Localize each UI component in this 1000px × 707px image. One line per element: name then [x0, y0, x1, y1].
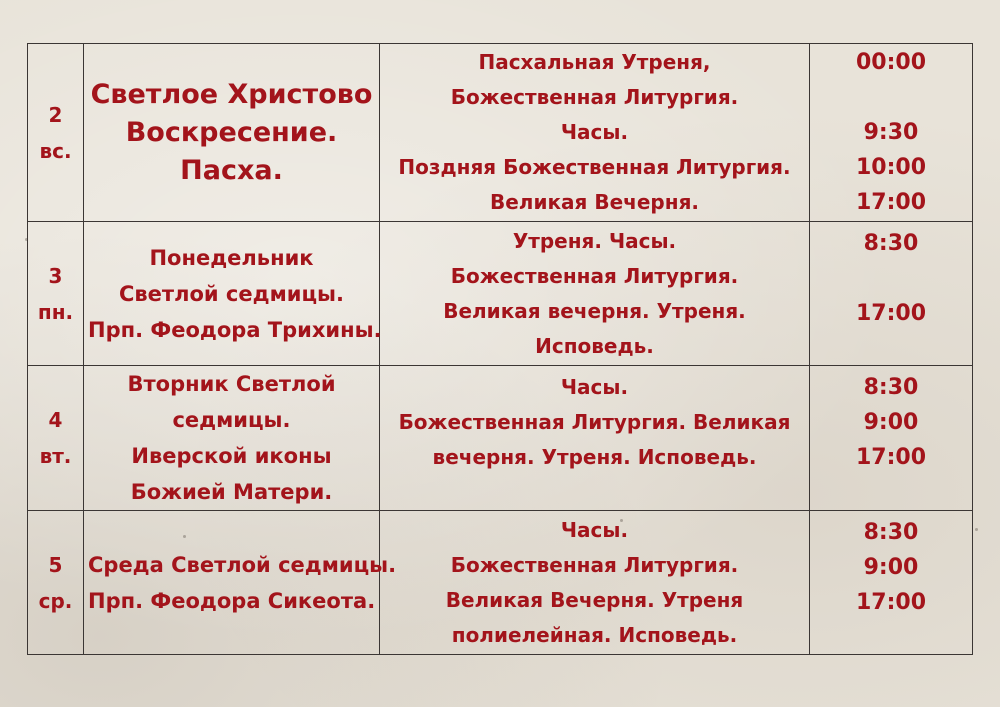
- feast-line: Светлой седмицы.: [118, 281, 344, 306]
- service-line: Божественная Литургия.: [450, 85, 739, 109]
- paper-speck: [975, 528, 978, 531]
- feast-cell: [84, 44, 380, 222]
- day-cell: [28, 366, 84, 511]
- feast-line: Божией Матери.: [130, 480, 333, 504]
- service-time: 9:00: [863, 555, 919, 580]
- feast-line: Светлое Христово: [90, 78, 373, 110]
- times-cell: [810, 366, 973, 511]
- day-cell: [28, 222, 84, 366]
- service-line: Утреня. Часы.: [512, 228, 677, 253]
- service-line: Исповедь.: [535, 333, 654, 358]
- feast-line: седмицы.: [172, 408, 291, 432]
- service-line: Пасхальная Утреня,: [478, 50, 711, 74]
- service-time: 17:00: [855, 190, 927, 215]
- service-time: 17:00: [855, 445, 927, 470]
- services-cell: [380, 44, 810, 222]
- time-spacer: [814, 80, 968, 115]
- feast-line: Понедельник: [149, 245, 314, 270]
- services-cell: [380, 222, 810, 366]
- feast-line: Иверской иконы: [131, 444, 332, 468]
- service-line: Великая вечерня. Утреня.: [443, 298, 746, 323]
- service-time: 9:30: [863, 120, 919, 145]
- service-line: полиелейная. Исповедь.: [451, 622, 738, 647]
- schedule-row: [28, 222, 973, 366]
- service-time: 8:30: [863, 520, 919, 545]
- day-cell: [28, 511, 84, 655]
- services-cell: [380, 511, 810, 655]
- feast-line: Прп. Феодора Сикеота.: [88, 588, 376, 613]
- service-time: 00:00: [855, 50, 927, 75]
- day-cell: [28, 44, 84, 222]
- service-time: 17:00: [855, 590, 927, 615]
- feast-line: Прп. Феодора Трихины.: [88, 317, 382, 342]
- day-number: 4: [48, 408, 63, 432]
- feast-line: Среда Светлой седмицы.: [88, 552, 397, 577]
- service-time: 8:30: [863, 375, 919, 400]
- day-number: 5: [48, 552, 63, 577]
- service-line: Великая Вечерня. Утреня: [445, 587, 744, 612]
- weekday: ср.: [38, 588, 73, 613]
- service-line: Божественная Литургия.: [450, 263, 739, 288]
- times-cell: [810, 222, 973, 366]
- service-line: Поздняя Божественная Литургия.: [398, 155, 791, 179]
- day-number: 2: [48, 102, 63, 127]
- service-line: Божественная Литургия. Великая: [398, 410, 791, 434]
- times-cell: [810, 44, 973, 222]
- service-line: вечерня. Утреня. Исповедь.: [432, 445, 757, 469]
- service-line: Часы.: [560, 375, 629, 399]
- feast-cell: [84, 511, 397, 655]
- service-schedule-table: [27, 43, 973, 655]
- weekday: пн.: [37, 299, 74, 324]
- service-line: Часы.: [560, 517, 629, 542]
- service-line: Великая Вечерня.: [489, 190, 700, 214]
- schedule-row: [28, 44, 973, 222]
- feast-line: Вторник Светлой: [127, 372, 336, 396]
- times-cell: [810, 511, 973, 655]
- service-time: 9:00: [863, 410, 919, 435]
- feast-cell: [84, 222, 380, 366]
- services-cell: [380, 366, 810, 511]
- service-time: 10:00: [855, 155, 927, 180]
- time-spacer: [814, 261, 968, 296]
- feast-line: Воскресение.: [125, 116, 338, 148]
- service-line: Часы.: [560, 120, 629, 144]
- schedule-row: [28, 511, 973, 655]
- schedule-row: [28, 366, 973, 511]
- feast-cell: [84, 366, 380, 511]
- day-number: 3: [48, 263, 63, 288]
- weekday: вс.: [39, 138, 72, 163]
- weekday: вт.: [39, 444, 72, 468]
- service-line: Божественная Литургия.: [450, 552, 739, 577]
- service-time: 17:00: [855, 301, 927, 326]
- service-time: 8:30: [863, 231, 919, 256]
- feast-line: Пасха.: [180, 154, 283, 186]
